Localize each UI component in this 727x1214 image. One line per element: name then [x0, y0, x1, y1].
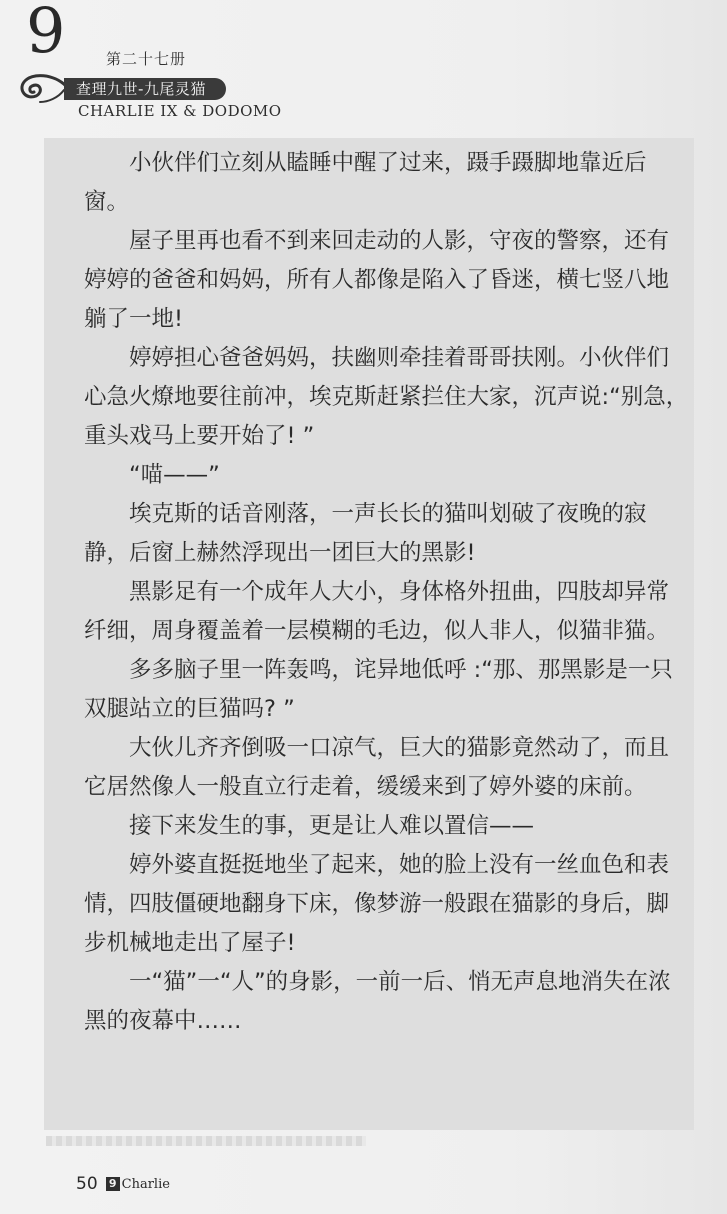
- footer-brand: Charlie: [121, 1176, 170, 1192]
- running-header: [14, 0, 294, 120]
- paragraph: 一“猫”一“人”的身影，一前一后、悄无声息地消失在浓黑的夜幕中……: [84, 969, 671, 1034]
- paragraph: 小伙伴们立刻从瞌睡中醒了过来，蹑手蹑脚地靠近后窗。: [84, 150, 647, 215]
- volume-label: 第二十七册: [106, 50, 187, 68]
- series-title: 查理九世-九尾灵猫: [64, 78, 226, 100]
- paragraph: 婷婷担心爸爸妈妈，扶幽则牵挂着哥哥扶刚。小伙伴们心急火燎地要往前冲，埃克斯赶紧拦住大家，沉声说:“别急，重头戏马上要开始了! ”: [84, 345, 689, 449]
- page-footer: [76, 1172, 170, 1196]
- paragraph: 埃克斯的话音刚落，一声长长的猫叫划破了夜晚的寂静，后窗上赫然浮现出一团巨大的黑影!: [84, 501, 647, 566]
- paragraph: 婷外婆直挺挺地坐了起来，她的脸上没有一丝血色和表情，四肢僵硬地翻身下床，像梦游一般跟在猫影的身后，脚步机械地走出了屋子!: [84, 852, 670, 956]
- paragraph: 多多脑子里一阵轰鸣，诧异地低呼 :“那、那黑影是一只双腿站立的巨猫吗? ”: [84, 657, 673, 722]
- paragraph: 屋子里再也看不到来回走动的人影，守夜的警察，还有婷婷的爸爸和妈妈，所有人都像是陷入了昏迷，横七竖八地躺了一地!: [84, 228, 670, 332]
- paragraph: 黑影足有一个成年人大小，身体格外扭曲，四肢却异常纤细，周身覆盖着一层模糊的毛边，似人非人，似猫非猫。: [84, 579, 670, 644]
- brand-title: CHARLIE IX & DODOMO: [78, 102, 282, 120]
- paragraph: 大伙儿齐齐倒吸一口凉气，巨大的猫影竟然动了，而且它居然像人一般直立行走着，缓缓来到了婷外婆的床前。: [84, 735, 670, 800]
- paragraph: “喵——”: [129, 462, 220, 488]
- page-number: 50: [76, 1174, 98, 1194]
- series-number: 9: [26, 0, 66, 67]
- scan-artifact: [46, 1136, 366, 1146]
- charlie-logo-icon: 9: [106, 1177, 120, 1191]
- story-text: [84, 144, 690, 1041]
- paragraph: 接下来发生的事，更是让人难以置信——: [129, 813, 535, 839]
